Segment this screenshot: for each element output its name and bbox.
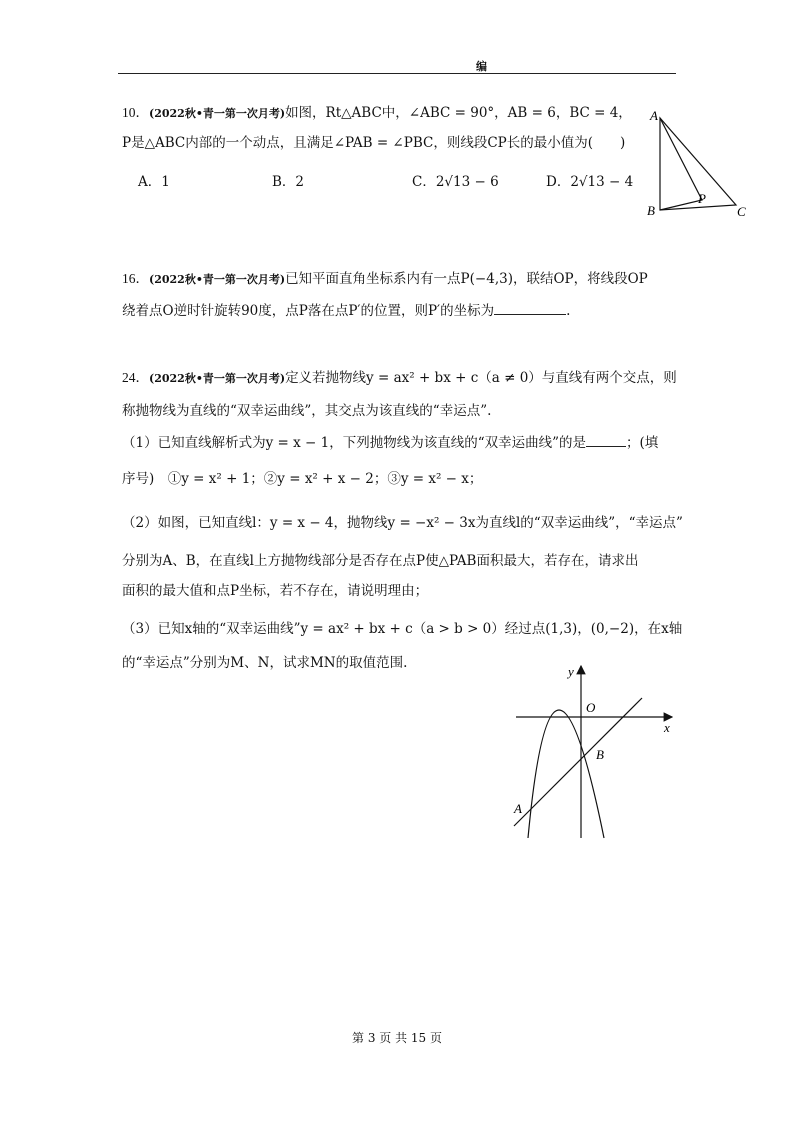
option-label: D． xyxy=(546,174,571,190)
q16-line-1 xyxy=(122,270,648,289)
q10-text-1: 如图，Rt△ABC中，∠ABC = 90°，AB = 6，BC = 4， xyxy=(285,105,632,121)
q10-line-2: P是△ABC内部的一个动点，且满足∠PAB = ∠PBC，则线段CP长的最小值为( ) xyxy=(122,135,626,151)
q24-number: 24． xyxy=(122,370,149,385)
q16-text-3: . xyxy=(566,303,571,319)
q10-option-d[interactable] xyxy=(546,173,633,191)
label-c: C xyxy=(737,204,746,219)
q24-part1-line-1 xyxy=(122,434,658,452)
q24-source: (2022秋•青一第一次月考) xyxy=(149,372,286,385)
label-a: A xyxy=(650,108,658,123)
q16-source: (2022秋•青一第一次月考) xyxy=(149,273,286,286)
q16-line-2 xyxy=(122,302,570,320)
q24-line-1 xyxy=(122,369,677,388)
option-text: 2√13 − 6 xyxy=(435,174,499,190)
q24-graph-figure xyxy=(506,662,686,842)
header-rule xyxy=(118,73,676,74)
label-o: O xyxy=(586,700,596,715)
option-label: A． xyxy=(138,174,162,190)
q24-part1-answer-blank[interactable] xyxy=(586,434,626,447)
label-a: A xyxy=(514,801,522,816)
q24-part1-text-2: ；(填 xyxy=(626,435,659,451)
q10-option-b[interactable] xyxy=(272,173,304,191)
q16-text-2: 绕着点O逆时针旋转90度，点P落在点P′的位置，则P′的坐标为 xyxy=(122,303,495,319)
q10-line-1 xyxy=(122,104,632,123)
segments-pa-pb xyxy=(660,118,702,210)
q24-part3-line-1: （3）已知x轴的“双幸运曲线”y = ax² + bx + c（a > b > 0）经过点(1,3)，(0,−2)，在x轴 xyxy=(122,621,683,637)
label-b: B xyxy=(647,203,655,218)
q24-part3-line-2: 的“幸运点”分别为M、N，试求MN的取值范围. xyxy=(122,655,408,671)
q10-option-a[interactable] xyxy=(138,173,170,191)
q16-text-1: 已知平面直角坐标系内有一点P(−4,3)，联结OP，将线段OP xyxy=(285,271,648,287)
q24-part2-line-2: 分别为A、B，在直线l上方抛物线部分是否存在点P使△PAB面积最大，若存在，请求出 xyxy=(122,553,639,569)
option-label: C． xyxy=(412,174,436,190)
option-text: 2 xyxy=(295,174,305,190)
q24-part2-line-1: （2）如图，已知直线l：y = x − 4，抛物线y = −x² − 3x为直线l的“双幸运曲线”，“幸运点” xyxy=(122,515,683,531)
option-label: B． xyxy=(272,174,296,190)
q10-option-c[interactable] xyxy=(412,173,499,191)
option-text: 2√13 − 4 xyxy=(570,174,634,190)
q10-triangle-figure xyxy=(640,104,752,226)
q10-number: 10． xyxy=(122,105,149,120)
q24-part1-line-2: 序号) ①y = x² + 1；②y = x² + x − 2；③y = x² − x； xyxy=(122,471,483,487)
label-b: B xyxy=(596,747,604,762)
q24-part2-line-3: 面积的最大值和点P坐标，若不存在，请说明理由； xyxy=(122,583,429,599)
q16-answer-blank[interactable] xyxy=(494,302,566,315)
header-mark: 编 xyxy=(476,60,487,73)
q10-source: (2022秋•青一第一次月考) xyxy=(149,107,286,120)
page-footer: 第 3 页 共 15 页 xyxy=(352,1031,442,1045)
label-y: y xyxy=(568,664,574,679)
q24-text-1: 定义若抛物线y = ax² + bx + c（a ≠ 0）与直线有两个交点，则 xyxy=(285,370,677,386)
q24-part1-text-1: （1）已知直线解析式为y = x − 1，下列抛物线为该直线的“双幸运曲线”的是 xyxy=(122,435,587,451)
option-text: 1 xyxy=(161,174,170,190)
label-x: x xyxy=(664,720,670,735)
q24-line-2: 称抛物线为直线的“双幸运曲线”，其交点为该直线的“幸运点”. xyxy=(122,403,492,419)
label-p: P xyxy=(698,191,706,206)
q16-number: 16． xyxy=(122,271,149,286)
